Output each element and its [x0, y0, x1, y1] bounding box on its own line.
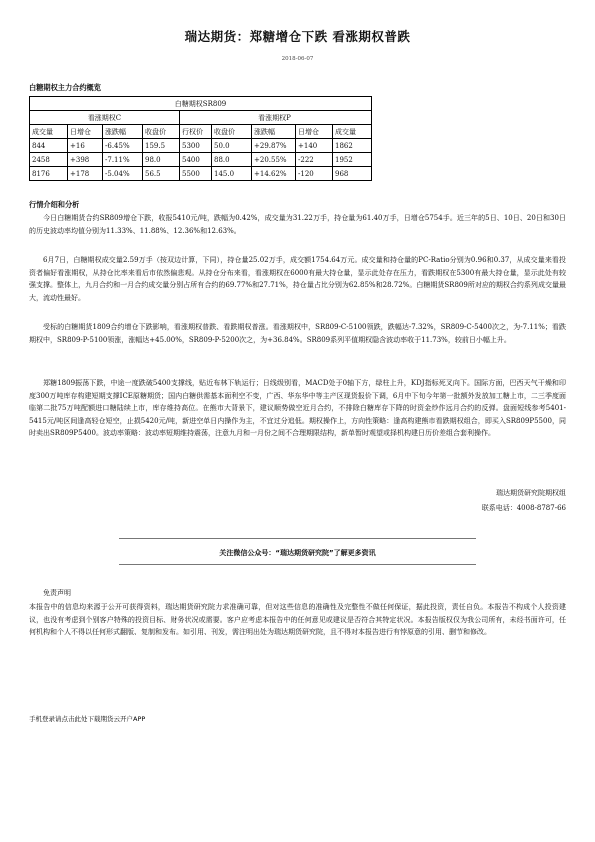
table-cell: 159.5: [143, 139, 180, 153]
download-app-link[interactable]: 手机登录请点击此处下载期货云开户APP: [29, 715, 146, 723]
table-cell: +16: [68, 139, 103, 153]
put-group-header: 看涨期权P: [180, 111, 372, 125]
divider-top: [119, 538, 476, 539]
table-cell: 98.0: [143, 153, 180, 167]
disclaimer-text: 本报告中的信息均来源于公开可获得资料，瑞达期货研究院力求准确可靠，但对这些信息的准确性及完整性不做任何保证，据此投资，责任自负。本报告不构成个人投资建议，也没有考虑到个别客户特殊的投资目标、财务状况或需要。客户应考虑本报告中的任何意见或建议是否符合其特定状况。本报告版权仅为我公司所有，未经书面许可，任何机构和个人不得以任何形式翻版、复制和发布。如引用、刊发，需注明出处为瑞达期货研究院，且不得对本报告进行有悖原意的引用、删节和修改。: [29, 603, 566, 636]
column-header: 收盘价: [143, 125, 180, 139]
table-cell: +398: [68, 153, 103, 167]
paragraph-text: 今日白糖期货合约SR809增仓下跌，收报5410元/吨，跌幅为0.42%，成交量为31.22万手，持仓量为61.40万手，日增仓5754手。近三年的5日、10日、20日和30日的历史波动率均值分别为11.33%、11.88%、12.36%和12.63%。: [29, 214, 566, 235]
table-cell: -7.11%: [103, 153, 143, 167]
report-title: 瑞达期货：郑糖增仓下跌 看涨期权普跌: [184, 29, 411, 44]
table-group-row: [30, 111, 372, 125]
paragraph-text: 郑糖1809振荡下跌，中途一度跌破5400支撑线，贴近布林下轨运行；日线级别看，MACD处于0轴下方，绿柱上升，KDJ指标死叉向下。国际方面，巴西天气干燥和印度300万吨库存构建短期支撑ICE原糖期货；国内白糖供需基本面利空不变，广西、华东华中等主产区现货报价下调，6月中下旬今年第一批额外发放加工糖上市，二三季度面临第二批75万吨配额进口糖陆续上市，库存维持高位。在熊市大背景下，建议顺势做空近月合约，不排除白糖库存下降的时资金炒作远月合约的反弹。盘面短线参考5401-5415元/吨区间逢高轻仓短空，止损5420元/吨，新进空单日内操作为主，不宜过分追低。期权操作上，方向性策略：逢高构建熊市看跌期权组合，即买入SR809P5500，同时卖出SR809P5400。波动率策略：波动率短期维持震荡，注意九月和一月份之间不合理期限结构，新单暂时观望或择机构建日历价差组合套利操作。: [29, 379, 566, 437]
table-header-row: [30, 125, 372, 139]
analysis-section-title: 行情介绍和分析: [29, 200, 80, 209]
option-quote-table: [29, 96, 372, 181]
table-cell: 5400: [180, 153, 212, 167]
paragraph-text: 受标的白糖期货1809合约增仓下跌影响，看涨期权普跌、看跌期权普涨。看涨期权中，SR809-C-5100领跌，跌幅达-7.32%，SR809-C-5400次之，为-7.11%；看跌期权中，SR809-P-5100领涨，涨幅达+45.00%，SR809-P-5200次之，为+36.84%。SR809系列平值期权隐含波动率收于11.73%，较前日小幅上升。: [29, 323, 566, 344]
table-cell: 968: [333, 167, 372, 181]
report-date: 2018-06-07: [281, 56, 314, 62]
table-cell: 50.0: [212, 139, 252, 153]
table-cell: -5.04%: [103, 167, 143, 181]
table-cell: 56.5: [143, 167, 180, 181]
table-row: [30, 139, 372, 153]
analysis-paragraph-4: [29, 377, 566, 440]
table-row: [30, 153, 372, 167]
table-cell: +20.55%: [252, 153, 296, 167]
disclaimer-paragraph: [29, 601, 566, 639]
column-header: 涨跌幅: [103, 125, 143, 139]
column-header: 日增仓: [68, 125, 103, 139]
table-cell: +29.87%: [252, 139, 296, 153]
paragraph-text: 6月7日，白糖期权成交量2.59万手（按双边计算，下同），持仓量25.02万手，成交额1754.64万元。成交量和持仓量的PC-Ratio分别为0.96和0.37，从成交量来看投资者偏好看涨期权，从持仓比率来看后市依然偏悲观。从持仓分布来看，看涨期权在6000有最大持仓量，显示此处存在压力，看跌期权在5300有最大持仓量，显示此处有较强支撑。整体上，九月合约和一月合约成交量分别占所有合约的69.77%和27.71%，持仓量占比分别为62.85%和28.72%。白糖期货SR809所对应的期权合约系列成交量最大，流动性最好。: [29, 256, 566, 302]
table-cell: -6.45%: [103, 139, 143, 153]
table-title: 白糖期权SR809: [30, 97, 372, 111]
table-row: [30, 167, 372, 181]
analysis-paragraph-1: [29, 212, 566, 237]
table-cell: 5300: [180, 139, 212, 153]
table-cell: 88.0: [212, 153, 252, 167]
table-cell: 5500: [180, 167, 212, 181]
table-title-row: [30, 97, 372, 111]
table-cell: 1952: [333, 153, 372, 167]
signature-phone: 联系电话：4008-8787-66: [481, 504, 566, 512]
column-header: 成交量: [30, 125, 68, 139]
table-cell: 145.0: [212, 167, 252, 181]
table-cell: -222: [296, 153, 333, 167]
column-header: 日增仓: [296, 125, 333, 139]
call-group-header: 看涨期权C: [30, 111, 180, 125]
disclaimer-title: 免责声明: [43, 589, 71, 597]
column-header: 成交量: [333, 125, 372, 139]
table-cell: 8176: [30, 167, 68, 181]
column-header: 行权价: [180, 125, 212, 139]
table-cell: -120: [296, 167, 333, 181]
column-header: 收盘价: [212, 125, 252, 139]
overview-section-title: 白糖期权主力合约概览: [29, 83, 101, 92]
table-cell: 1862: [333, 139, 372, 153]
table-cell: +14.62%: [252, 167, 296, 181]
follow-wechat-notice: 关注微信公众号：“瑞达期货研究院”了解更多资讯: [219, 549, 376, 557]
column-header: 涨跌幅: [252, 125, 296, 139]
table-cell: +178: [68, 167, 103, 181]
divider-bottom: [119, 564, 476, 565]
table-cell: +140: [296, 139, 333, 153]
analysis-paragraph-2: [29, 254, 566, 304]
table-cell: 2458: [30, 153, 68, 167]
analysis-paragraph-3: [29, 321, 566, 346]
signature-org: 瑞达期货研究院期权组: [496, 489, 566, 497]
table-cell: 844: [30, 139, 68, 153]
